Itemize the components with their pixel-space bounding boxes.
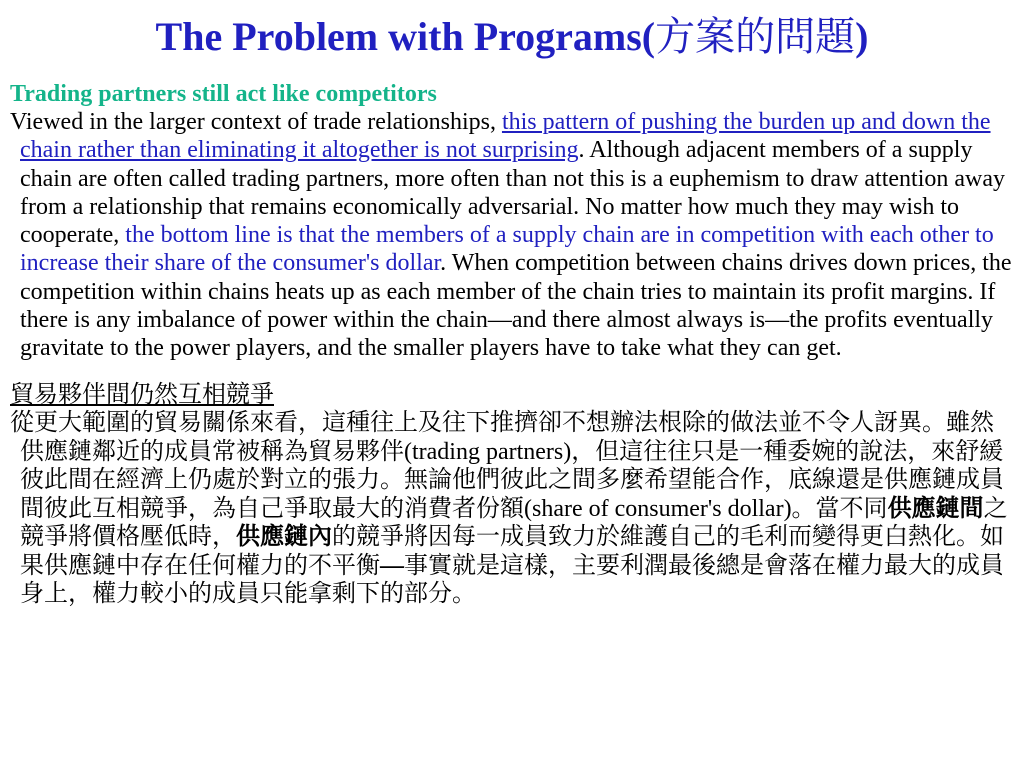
english-text-3: . When competition between chains drives down prices, the competition within chains heats up as each member of the chain tries to maintain its profit margins. If there is any imbalance of power within the chain—and there almost always is—the profits eventually gravitate to the power players, and the smaller players have to take what they can get. bbox=[20, 250, 1012, 362]
chinese-text-2: 之競爭將價格壓低時， bbox=[20, 495, 1008, 551]
chinese-bold-dash: — bbox=[380, 552, 404, 579]
chinese-section bbox=[10, 381, 1015, 609]
english-blue-text: the bottom line is that the members of a supply chain are in competition with each other to increase their share of the consumer's dollar bbox=[20, 222, 994, 277]
chinese-paragraph bbox=[10, 409, 1015, 609]
slide-body bbox=[10, 80, 1015, 609]
english-paragraph bbox=[10, 108, 1015, 363]
chinese-text-1: 從更大範圍的貿易關係來看，這種往上及往下推擠卻不想辦法根除的做法並不令人訝異。雖然供應鏈鄰近的成員常被稱為貿易夥伴(trading partners)，但這往往只是一種委婉的說法，來舒緩彼此間在經濟上仍處於對立的張力。無論他們彼此之間多麼希望能合作，底線還是供應鏈成員間彼此互相競爭，為自己爭取最大的消費者份額(share of consumer's dollar)。當不同 bbox=[10, 410, 1004, 522]
english-heading: Trading partners still act like competitors bbox=[10, 81, 437, 107]
chinese-text-4: 事實就是這樣，主要利潤最後總是會落在權力最大的成員身上，權力較小的成員只能拿剩下的部分。 bbox=[20, 552, 1004, 608]
slide-title-close-paren: ) bbox=[855, 14, 869, 59]
english-underlined-text: this pattern of pushing the burden up and down the chain rather than eliminating it altogether is not surprising bbox=[20, 109, 991, 164]
slide-title-english: The Problem with Programs( bbox=[155, 14, 656, 59]
slide-title bbox=[0, 12, 1024, 62]
chinese-text-3: 的競爭將因每一成員致力於維護自己的毛利而變得更白熱化。如果供應鏈中存在任何權力的不平衡 bbox=[20, 524, 1004, 579]
chinese-bold-intra-chain: 供應鏈內 bbox=[236, 524, 332, 551]
chinese-bold-inter-chain: 供應鏈間 bbox=[887, 495, 984, 522]
english-text-2: . Although adjacent members of a supply chain are often called trading partners, more often than not this is a euphemism to draw attention away from a relationship that remains economically adversarial. No matter how much they may wish to cooperate, bbox=[20, 137, 1006, 249]
english-text-1: Viewed in the larger context of trade relationships, bbox=[10, 109, 502, 135]
chinese-heading: 貿易夥伴間仍然互相競爭 bbox=[10, 381, 274, 408]
slide-title-chinese: 方案的問題 bbox=[655, 14, 856, 59]
